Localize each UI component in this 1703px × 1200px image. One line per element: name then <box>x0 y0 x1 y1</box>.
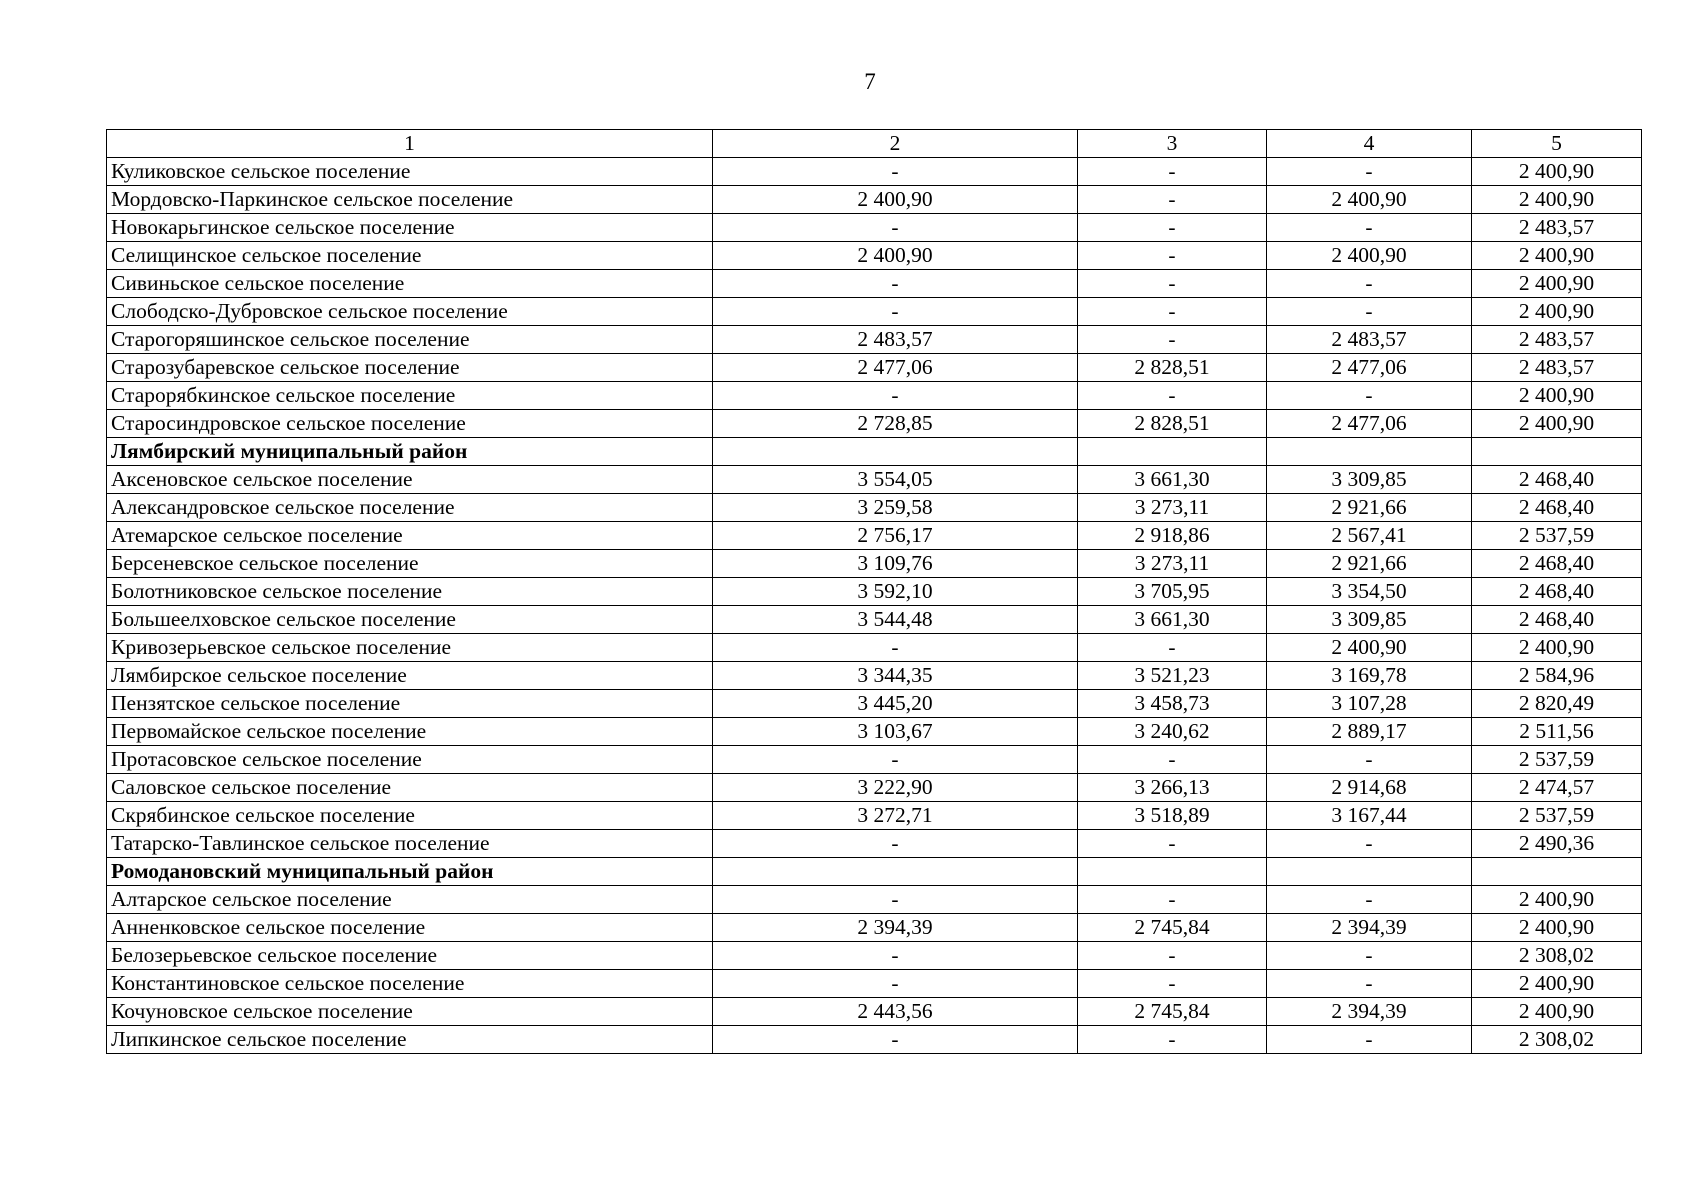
value-cell-col5: 2 468,40 <box>1472 494 1642 522</box>
value-cell-col4: - <box>1267 942 1472 970</box>
value-cell-col5: 2 468,40 <box>1472 466 1642 494</box>
table-row <box>107 270 1642 298</box>
value-cell-col5 <box>1472 858 1642 886</box>
settlement-name-cell: Аксеновское сельское поселение <box>107 466 713 494</box>
value-cell-col3: - <box>1078 886 1267 914</box>
value-cell-col4: 2 400,90 <box>1267 634 1472 662</box>
value-cell-col4: - <box>1267 886 1472 914</box>
value-cell-col3 <box>1078 438 1267 466</box>
value-cell-col2: - <box>713 382 1078 410</box>
value-cell-col2: - <box>713 830 1078 858</box>
table-row <box>107 466 1642 494</box>
value-cell-col3: - <box>1078 242 1267 270</box>
value-cell-col3: 2 828,51 <box>1078 410 1267 438</box>
value-cell-col5: 2 400,90 <box>1472 270 1642 298</box>
value-cell-col3: 3 661,30 <box>1078 466 1267 494</box>
value-cell-col5: 2 400,90 <box>1472 970 1642 998</box>
value-cell-col4: 3 107,28 <box>1267 690 1472 718</box>
table-row <box>107 242 1642 270</box>
table-row <box>107 662 1642 690</box>
value-cell-col3: 2 828,51 <box>1078 354 1267 382</box>
value-cell-col4: 3 354,50 <box>1267 578 1472 606</box>
value-cell-col2: 3 109,76 <box>713 550 1078 578</box>
table-row <box>107 578 1642 606</box>
value-cell-col3: 3 521,23 <box>1078 662 1267 690</box>
value-cell-col4: 3 309,85 <box>1267 606 1472 634</box>
value-cell-col4: 2 889,17 <box>1267 718 1472 746</box>
value-cell-col5: 2 308,02 <box>1472 1026 1642 1054</box>
settlement-name-cell: Старогоряшинское сельское поселение <box>107 326 713 354</box>
page-number: 7 <box>864 69 876 94</box>
value-cell-col2: - <box>713 942 1078 970</box>
value-cell-col5: 2 820,49 <box>1472 690 1642 718</box>
settlement-name-cell: Большеелховское сельское поселение <box>107 606 713 634</box>
value-cell-col5: 2 400,90 <box>1472 634 1642 662</box>
value-cell-col5: 2 468,40 <box>1472 550 1642 578</box>
value-cell-col5: 2 468,40 <box>1472 606 1642 634</box>
value-cell-col4: 3 169,78 <box>1267 662 1472 690</box>
value-cell-col4: - <box>1267 830 1472 858</box>
settlement-name-cell: Слободско-Дубровское сельское поселение <box>107 298 713 326</box>
table-row <box>107 298 1642 326</box>
table-row <box>107 354 1642 382</box>
value-cell-col4: - <box>1267 298 1472 326</box>
value-cell-col4: 2 400,90 <box>1267 186 1472 214</box>
value-cell-col2: 3 103,67 <box>713 718 1078 746</box>
settlement-name-cell: Старосиндровское сельское поселение <box>107 410 713 438</box>
value-cell-col4: 2 921,66 <box>1267 494 1472 522</box>
value-cell-col5: 2 483,57 <box>1472 354 1642 382</box>
value-cell-col2: - <box>713 634 1078 662</box>
table-row <box>107 746 1642 774</box>
value-cell-col4: - <box>1267 382 1472 410</box>
table-row <box>107 606 1642 634</box>
value-cell-col4: 2 921,66 <box>1267 550 1472 578</box>
value-cell-col5: 2 584,96 <box>1472 662 1642 690</box>
value-cell-col3: - <box>1078 158 1267 186</box>
settlement-name-cell: Анненковское сельское поселение <box>107 914 713 942</box>
value-cell-col3: 3 661,30 <box>1078 606 1267 634</box>
value-cell-col2: 2 728,85 <box>713 410 1078 438</box>
value-cell-col4: 2 914,68 <box>1267 774 1472 802</box>
value-cell-col2: - <box>713 1026 1078 1054</box>
value-cell-col2: 3 554,05 <box>713 466 1078 494</box>
value-cell-col4 <box>1267 438 1472 466</box>
value-cell-col5: 2 468,40 <box>1472 578 1642 606</box>
value-cell-col3: - <box>1078 382 1267 410</box>
table-row <box>107 550 1642 578</box>
value-cell-col2: 2 477,06 <box>713 354 1078 382</box>
value-cell-col3: 2 745,84 <box>1078 914 1267 942</box>
value-cell-col3: - <box>1078 298 1267 326</box>
settlement-name-cell: Саловское сельское поселение <box>107 774 713 802</box>
value-cell-col4: - <box>1267 746 1472 774</box>
value-cell-col3: 3 273,11 <box>1078 494 1267 522</box>
value-cell-col2: - <box>713 886 1078 914</box>
settlement-name-cell: Скрябинское сельское поселение <box>107 802 713 830</box>
settlement-name-cell: Александровское сельское поселение <box>107 494 713 522</box>
value-cell-col4: - <box>1267 1026 1472 1054</box>
value-cell-col2 <box>713 858 1078 886</box>
value-cell-col2: 2 400,90 <box>713 242 1078 270</box>
value-cell-col5: 2 400,90 <box>1472 298 1642 326</box>
district-row <box>107 858 1642 886</box>
table-row <box>107 158 1642 186</box>
settlement-name-cell: Первомайское сельское поселение <box>107 718 713 746</box>
settlement-name-cell: Белозерьевское сельское поселение <box>107 942 713 970</box>
table-row <box>107 494 1642 522</box>
table-row <box>107 634 1642 662</box>
value-cell-col3: 3 266,13 <box>1078 774 1267 802</box>
value-cell-col3: 2 918,86 <box>1078 522 1267 550</box>
value-cell-col3: - <box>1078 326 1267 354</box>
table-row <box>107 410 1642 438</box>
value-cell-col5: 2 537,59 <box>1472 746 1642 774</box>
value-cell-col3: - <box>1078 634 1267 662</box>
settlement-name-cell: Алтарское сельское поселение <box>107 886 713 914</box>
district-name-cell: Лямбирский муниципальный район <box>107 438 713 466</box>
table-row <box>107 186 1642 214</box>
table-row <box>107 914 1642 942</box>
value-cell-col3: - <box>1078 1026 1267 1054</box>
value-cell-col4: 2 477,06 <box>1267 354 1472 382</box>
value-cell-col5: 2 483,57 <box>1472 214 1642 242</box>
value-cell-col5: 2 537,59 <box>1472 522 1642 550</box>
settlement-name-cell: Селищинское сельское поселение <box>107 242 713 270</box>
value-cell-col3 <box>1078 858 1267 886</box>
settlement-name-cell: Старорябкинское сельское поселение <box>107 382 713 410</box>
value-cell-col5: 2 308,02 <box>1472 942 1642 970</box>
column-header-5: 5 <box>1472 130 1642 158</box>
table-row <box>107 998 1642 1026</box>
value-cell-col2 <box>713 438 1078 466</box>
value-cell-col3: - <box>1078 186 1267 214</box>
settlement-name-cell: Берсеневское сельское поселение <box>107 550 713 578</box>
value-cell-col5 <box>1472 438 1642 466</box>
table-row <box>107 690 1642 718</box>
column-header-1: 1 <box>107 130 713 158</box>
value-cell-col5: 2 490,36 <box>1472 830 1642 858</box>
value-cell-col4: 2 394,39 <box>1267 998 1472 1026</box>
value-cell-col2: 2 400,90 <box>713 186 1078 214</box>
value-cell-col4: 2 483,57 <box>1267 326 1472 354</box>
settlement-name-cell: Константиновское сельское поселение <box>107 970 713 998</box>
settlement-name-cell: Атемарское сельское поселение <box>107 522 713 550</box>
value-cell-col3: - <box>1078 746 1267 774</box>
table-row <box>107 830 1642 858</box>
value-cell-col5: 2 400,90 <box>1472 186 1642 214</box>
value-cell-col4: 3 167,44 <box>1267 802 1472 830</box>
value-cell-col5: 2 400,90 <box>1472 914 1642 942</box>
value-cell-col2: 3 272,71 <box>713 802 1078 830</box>
settlement-name-cell: Кочуновское сельское поселение <box>107 998 713 1026</box>
value-cell-col2: - <box>713 214 1078 242</box>
settlement-name-cell: Протасовское сельское поселение <box>107 746 713 774</box>
value-cell-col3: 3 458,73 <box>1078 690 1267 718</box>
value-cell-col2: 2 756,17 <box>713 522 1078 550</box>
value-cell-col3: 3 273,11 <box>1078 550 1267 578</box>
value-cell-col5: 2 483,57 <box>1472 326 1642 354</box>
value-cell-col2: - <box>713 158 1078 186</box>
table-row <box>107 214 1642 242</box>
value-cell-col3: - <box>1078 830 1267 858</box>
value-cell-col4: 2 394,39 <box>1267 914 1472 942</box>
value-cell-col2: - <box>713 270 1078 298</box>
settlement-name-cell: Кривозерьевское сельское поселение <box>107 634 713 662</box>
value-cell-col2: 3 344,35 <box>713 662 1078 690</box>
table-body <box>107 130 1642 1054</box>
value-cell-col3: 3 518,89 <box>1078 802 1267 830</box>
table-row <box>107 886 1642 914</box>
value-cell-col2: - <box>713 746 1078 774</box>
column-header-3: 3 <box>1078 130 1267 158</box>
value-cell-col3: - <box>1078 970 1267 998</box>
settlement-name-cell: Лямбирское сельское поселение <box>107 662 713 690</box>
value-cell-col5: 2 400,90 <box>1472 158 1642 186</box>
settlement-name-cell: Новокарьгинское сельское поселение <box>107 214 713 242</box>
table-row <box>107 522 1642 550</box>
value-cell-col3: 3 705,95 <box>1078 578 1267 606</box>
value-cell-col4: - <box>1267 270 1472 298</box>
value-cell-col5: 2 400,90 <box>1472 410 1642 438</box>
settlement-name-cell: Липкинское сельское поселение <box>107 1026 713 1054</box>
value-cell-col2: 2 483,57 <box>713 326 1078 354</box>
settlement-name-cell: Мордовско-Паркинское сельское поселение <box>107 186 713 214</box>
settlement-name-cell: Сивиньское сельское поселение <box>107 270 713 298</box>
settlement-name-cell: Пензятское сельское поселение <box>107 690 713 718</box>
value-cell-col2: 3 544,48 <box>713 606 1078 634</box>
settlement-name-cell: Куликовское сельское поселение <box>107 158 713 186</box>
table-row <box>107 1026 1642 1054</box>
value-cell-col5: 2 537,59 <box>1472 802 1642 830</box>
value-cell-col3: - <box>1078 270 1267 298</box>
value-cell-col5: 2 474,57 <box>1472 774 1642 802</box>
table-row <box>107 942 1642 970</box>
table-row <box>107 718 1642 746</box>
tariff-table <box>106 129 1642 1054</box>
value-cell-col3: 2 745,84 <box>1078 998 1267 1026</box>
value-cell-col2: - <box>713 298 1078 326</box>
value-cell-col2: 2 394,39 <box>713 914 1078 942</box>
value-cell-col4: - <box>1267 158 1472 186</box>
column-header-2: 2 <box>713 130 1078 158</box>
value-cell-col4 <box>1267 858 1472 886</box>
value-cell-col4: 3 309,85 <box>1267 466 1472 494</box>
value-cell-col2: 3 445,20 <box>713 690 1078 718</box>
value-cell-col3: - <box>1078 942 1267 970</box>
table-row <box>107 970 1642 998</box>
settlement-name-cell: Татарско-Тавлинское сельское поселение <box>107 830 713 858</box>
value-cell-col2: 3 592,10 <box>713 578 1078 606</box>
column-header-4: 4 <box>1267 130 1472 158</box>
value-cell-col4: - <box>1267 214 1472 242</box>
value-cell-col5: 2 400,90 <box>1472 998 1642 1026</box>
district-row <box>107 438 1642 466</box>
value-cell-col4: 2 567,41 <box>1267 522 1472 550</box>
value-cell-col5: 2 400,90 <box>1472 382 1642 410</box>
table-row <box>107 326 1642 354</box>
value-cell-col4: 2 477,06 <box>1267 410 1472 438</box>
district-name-cell: Ромодановский муниципальный район <box>107 858 713 886</box>
value-cell-col2: 3 259,58 <box>713 494 1078 522</box>
value-cell-col5: 2 400,90 <box>1472 242 1642 270</box>
table-row <box>107 382 1642 410</box>
table-row <box>107 774 1642 802</box>
value-cell-col2: 2 443,56 <box>713 998 1078 1026</box>
settlement-name-cell: Старозубаревское сельское поселение <box>107 354 713 382</box>
value-cell-col2: 3 222,90 <box>713 774 1078 802</box>
value-cell-col3: 3 240,62 <box>1078 718 1267 746</box>
value-cell-col4: - <box>1267 970 1472 998</box>
value-cell-col5: 2 400,90 <box>1472 886 1642 914</box>
value-cell-col4: 2 400,90 <box>1267 242 1472 270</box>
value-cell-col3: - <box>1078 214 1267 242</box>
value-cell-col5: 2 511,56 <box>1472 718 1642 746</box>
header-row <box>107 130 1642 158</box>
table-row <box>107 802 1642 830</box>
settlement-name-cell: Болотниковское сельское поселение <box>107 578 713 606</box>
value-cell-col2: - <box>713 970 1078 998</box>
